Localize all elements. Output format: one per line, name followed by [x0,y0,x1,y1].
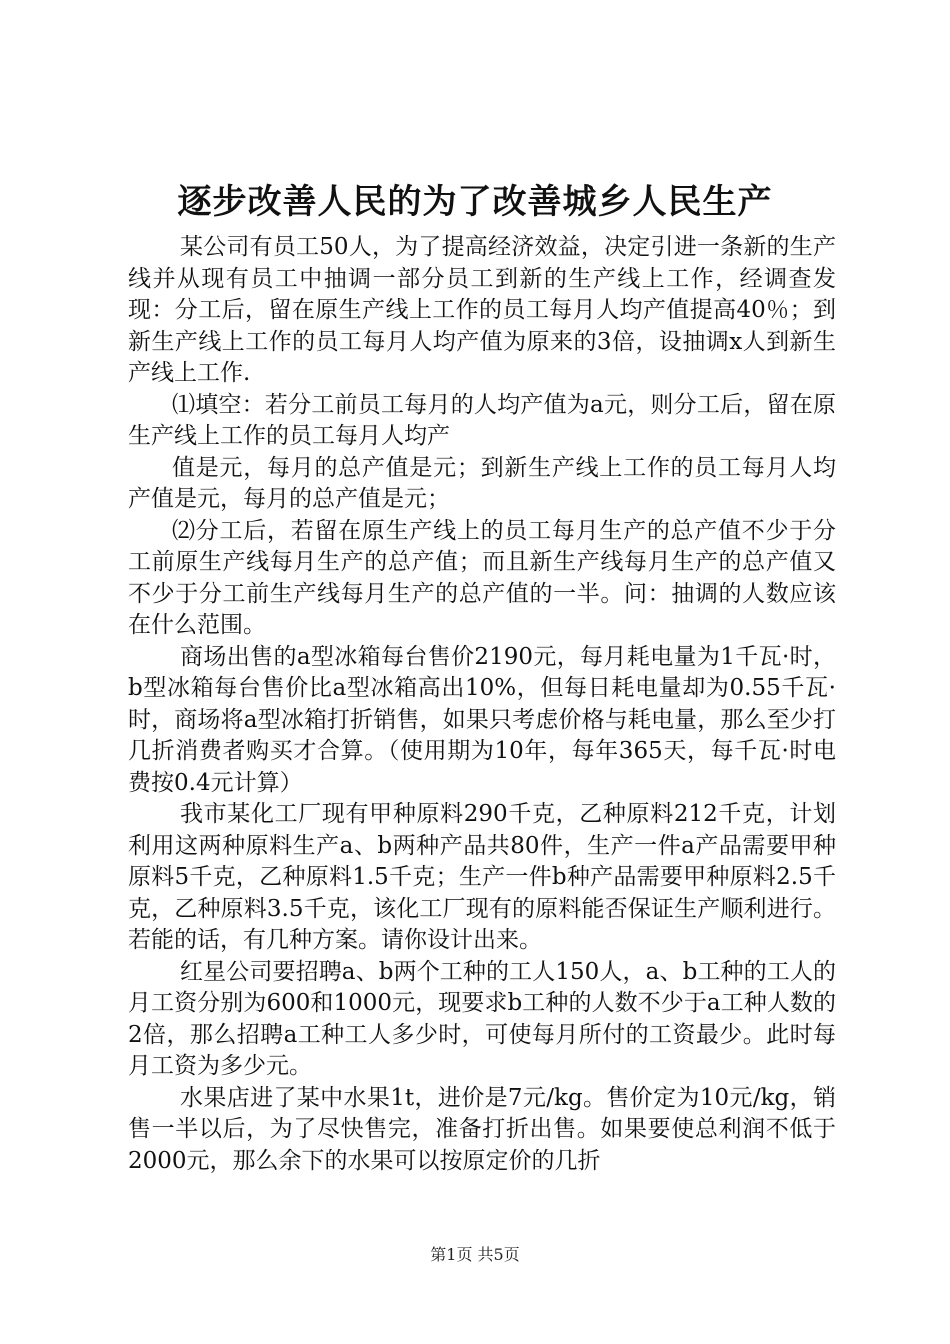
page-footer: 第1页 共5页 [430,1245,520,1264]
paragraph-fill-blank: ⑴填空：若分工前员工每月的人均产值为a元，则分工后，留在原生产线上工作的员工每月人均产 [128,391,836,449]
paragraph-chemical-plant: 我市某化工厂现有甲种原料290千克，乙种原料212千克，计划利用这两种原料生产a、b两种产品共80件，生产一件a产品需要甲种原料5千克，乙种原料1.5千克；生产一件b种产品需要甲种原料2.5千克，乙种原料3.5千克，该化工厂现有的原料能否保证生产顺利进行。若能的话，有几种方案。请你设计出来。 [128,801,836,953]
paragraph-fill-blank-continued: 值是元，每月的总产值是元；到新生产线上工作的员工每月人均产值是元，每月的总产值是元； [128,454,836,512]
document-body [128,232,836,1177]
paragraph-range-question: ⑵分工后，若留在原生产线上的员工每月生产的总产值不少于分工前原生产线每月生产的总产值；而且新生产线每月生产的总产值又不少于分工前生产线每月生产的总产值的一半。问：抽调的人数应该在什么范围。 [128,517,836,638]
paragraph-fruit-store: 水果店进了某中水果1t，进价是7元/kg。售价定为10元/kg，销售一半以后，为了尽快售完，准备打折出售。如果要使总利润不低于2000元，那么余下的水果可以按原定价的几折 [128,1084,836,1174]
paragraph-refrigerator: 商场出售的a型冰箱每台售价2190元，每月耗电量为1千瓦·时，b型冰箱每台售价比a型冰箱高出10%，但每日耗电量却为0.55千瓦·时，商场将a型冰箱打折销售，如果只考虑价格与耗电量，那么至少打几折消费者购买才合算。（使用期为10年，每年365天，每千瓦·时电费按0.4元计算） [128,643,836,796]
paragraph-recruitment: 红星公司要招聘a、b两个工种的工人150人，a、b工种的工人的月工资分别为600和1000元，现要求b工种的人数不少于a工种人数的2倍，那么招聘a工种工人多少时，可使每月所付的工资最少。此时每月工资为多少元。 [128,958,836,1079]
paragraph-company-staff: 某公司有员工50人，为了提高经济效益，决定引进一条新的生产线并从现有员工中抽调一部分员工到新的生产线上工作，经调查发现：分工后，留在原生产线上工作的员工每月人均产值提高40％；到新生产线上工作的员工每月人均产值为原来的3倍，设抽调x人到新生产线上工作. [128,234,836,386]
document-title: 逐步改善人民的为了改善城乡人民生产 [177,182,773,222]
